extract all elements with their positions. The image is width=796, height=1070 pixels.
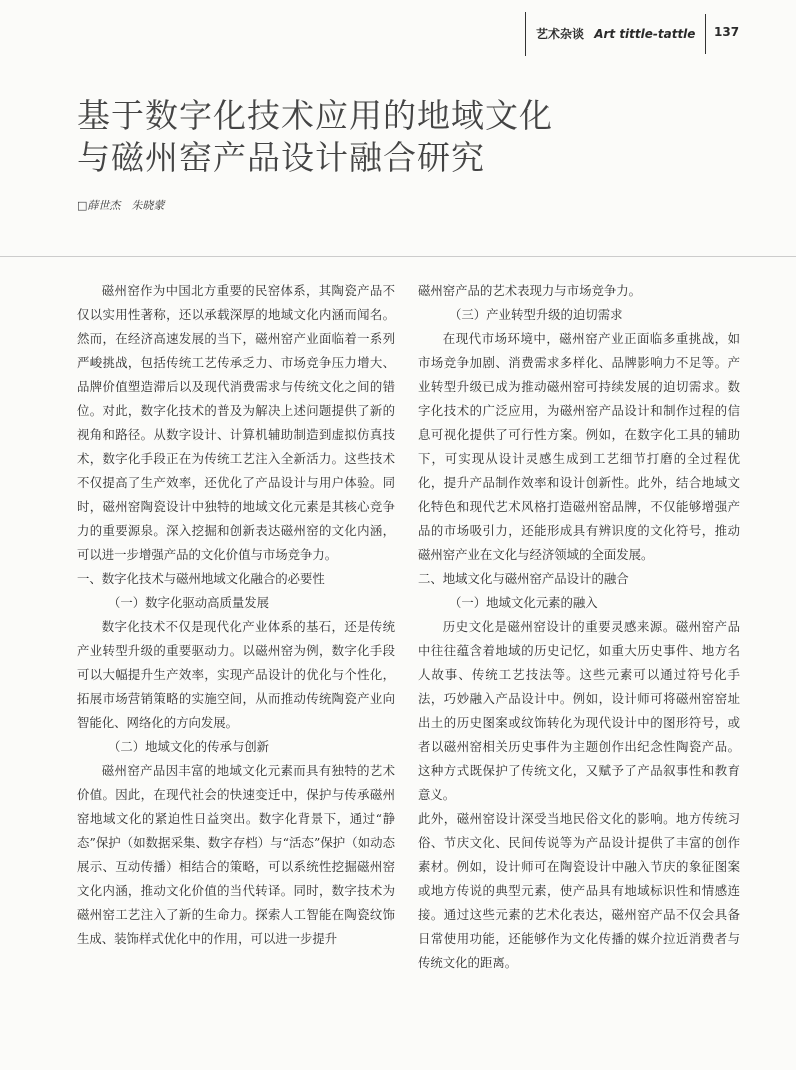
title-divider	[0, 256, 796, 257]
header-rule-left	[525, 12, 526, 56]
section-label-en: Art tittle-tattle	[594, 27, 696, 41]
body-paragraph: 历史文化是磁州窑设计的重要灵感来源。磁州窑产品中往往蕴含着地域的历史记忆，如重大历史事件、地方名人故事、传统工艺技法等。这些元素可以通过符号化手法，巧妙融入产品设计中。例如，设计师可将磁州窑窑址出土的历史图案或纹饰转化为现代设计中的图形符号，或者以磁州窑相关历史事件为主题创作出纪念性陶瓷产品。这种方式既保护了传统文化，又赋予了产品叙事性和教育意义。	[418, 619, 740, 802]
title-line-2: 与磁州窑产品设计融合研究	[77, 138, 485, 177]
header-rule-right	[705, 14, 706, 54]
body-paragraph-continued: 磁州窑产品的艺术表现力与市场竞争力。	[418, 283, 642, 298]
body-paragraph: 磁州窑产品因丰富的地域文化元素而具有独特的艺术价值。因此，在现代社会的快速变迁中，保护与传承磁州窑地域文化的紧迫性日益突出。数字化背景下，通过“静态”保护（如数据采集、数字存档）与“活态”保护（如动态展示、互动传播）相结合的策略，可以系统性挖掘磁州窑文化内涵，推动文化价值的当代转译。同时，数字技术为磁州窑工艺注入了新的生命力。探索人工智能在陶瓷纹饰生成、装饰样式优化中的作用，可以进一步提升	[77, 763, 395, 946]
section-heading-1: 一、数字化技术与磁州地域文化融合的必要性	[77, 571, 325, 586]
running-header	[536, 25, 740, 42]
subsection-heading: （三）产业转型升级的迫切需求	[449, 307, 623, 322]
body-paragraph: 在现代市场环境中，磁州窑产业正面临多重挑战，如市场竞争加剧、消费需求多样化、品牌影响力不足等。产业转型升级已成为推动磁州窑可持续发展的迫切需求。数字化技术的广泛应用，为磁州窑产品设计和制作过程的信息可视化提供了可行性方案。例如，在数字化工具的辅助下，可实现从设计灵感生成到工艺细节打磨的全过程优化，提升产品制作效率和设计创新性。此外，结合地域文化特色和现代艺术风格打造磁州窑品牌，不仅能够增强产品的市场吸引力，还能形成具有辨识度的文化符号，推动磁州窑产业在文化与经济领域的全面发展。	[418, 331, 740, 562]
body-paragraph: 磁州窑作为中国北方重要的民窑体系，其陶瓷产品不仅以实用性著称，还以承载深厚的地域文化内涵而闻名。然而，在经济高速发展的当下，磁州窑产业面临着一系列严峻挑战，包括传统工艺传承乏力、市场竞争压力增大、品牌价值塑造滞后以及现代消费需求与传统文化之间的错位。对此，数字化技术的普及为解决上述问题提供了新的视角和路径。从数字设计、计算机辅助制造到虚拟仿真技术，数字化手段正在为传统工艺注入全新活力。这些技术不仅提高了生产效率，还优化了产品设计与用户体验。同时，磁州窑陶瓷设计中独特的地域文化元素是其核心竞争力的重要源泉。深入挖掘和创新表达磁州窑的文化内涵，可以进一步增强产品的文化价值与市场竞争力。	[77, 283, 395, 562]
title-line-1: 基于数字化技术应用的地域文化	[77, 96, 553, 135]
author-line: □薛世杰 朱晓蒙	[77, 199, 165, 212]
section-label-cn: 艺术杂谈	[536, 27, 585, 41]
right-column	[418, 279, 740, 975]
subsection-heading: （二）地域文化的传承与创新	[108, 739, 270, 754]
body-paragraph: 数字化技术不仅是现代化产业体系的基石，还是传统产业转型升级的重要驱动力。以磁州窑为例，数字化手段可以大幅提升生产效率，实现产品设计的优化与个性化，拓展市场营销策略的实施空间，从而推动传统陶瓷产业向智能化、网络化的方向发展。	[77, 619, 395, 730]
section-heading-2: 二、地域文化与磁州窑产品设计的融合	[418, 571, 629, 586]
page-number: 137	[714, 25, 740, 39]
left-column	[77, 279, 395, 951]
body-paragraph: 此外，磁州窑设计深受当地民俗文化的影响。地方传统习俗、节庆文化、民间传说等为产品设计提供了丰富的创作素材。例如，设计师可在陶瓷设计中融入节庆的象征图案或地方传说的典型元素，使产品具有地域标识性和情感连接。通过这些元素的艺术化表达，磁州窑产品不仅会具备日常使用功能，还能够作为文化传播的媒介拉近消费者与传统文化的距离。	[418, 811, 740, 970]
subsection-heading: （一）数字化驱动高质量发展	[108, 595, 270, 610]
subsection-heading: （一）地域文化元素的融入	[449, 595, 598, 610]
article-title	[77, 95, 553, 179]
